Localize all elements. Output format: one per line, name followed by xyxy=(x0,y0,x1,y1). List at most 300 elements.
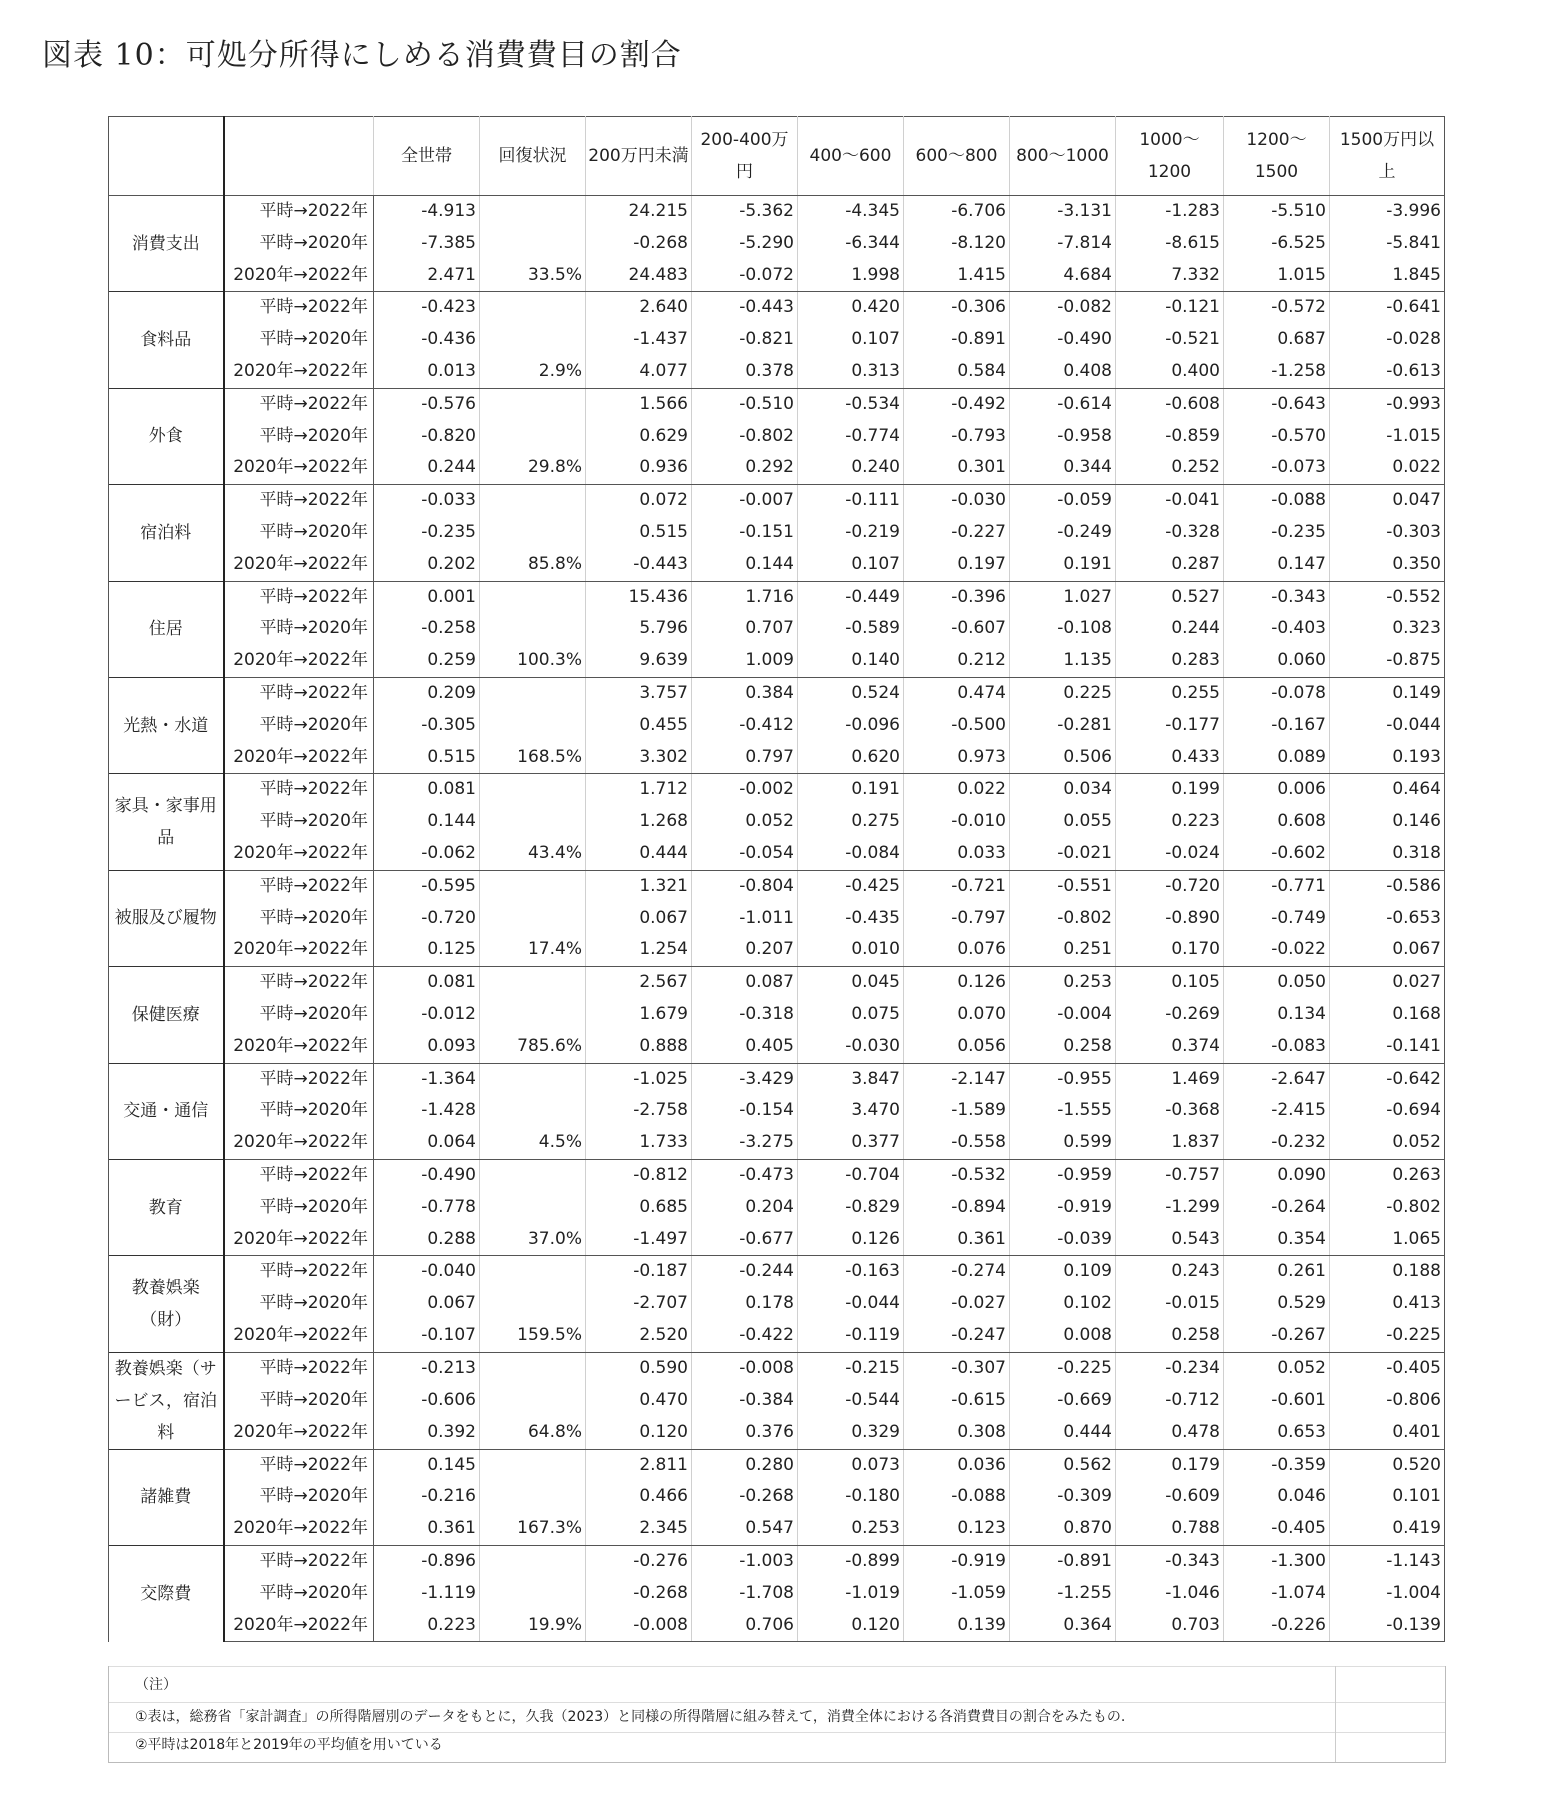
table-row xyxy=(109,1159,1445,1191)
table-row xyxy=(109,742,1445,774)
value-cell: -0.015 xyxy=(1116,1288,1224,1320)
value-cell: -0.219 xyxy=(798,517,904,549)
value-cell: -0.602 xyxy=(1224,838,1330,870)
value-cell xyxy=(480,1192,586,1224)
value-cell: -0.216 xyxy=(374,1481,480,1513)
value-cell: 167.3% xyxy=(480,1513,586,1545)
value-cell: -0.641 xyxy=(1330,292,1445,324)
value-cell xyxy=(480,1159,586,1191)
value-cell: 0.145 xyxy=(374,1449,480,1481)
period-label: 平時→2020年 xyxy=(224,324,374,356)
value-cell: -0.004 xyxy=(1010,999,1116,1031)
value-cell: -0.797 xyxy=(904,903,1010,935)
value-cell: -0.111 xyxy=(798,485,904,517)
value-cell: -1.119 xyxy=(374,1578,480,1610)
value-cell: -0.027 xyxy=(904,1288,1010,1320)
period-label: 2020年→2022年 xyxy=(224,934,374,966)
value-cell xyxy=(480,1063,586,1095)
period-label: 平時→2020年 xyxy=(224,517,374,549)
value-cell: -0.235 xyxy=(374,517,480,549)
value-cell: -0.802 xyxy=(1010,903,1116,935)
value-cell: 0.973 xyxy=(904,742,1010,774)
value-cell: -0.044 xyxy=(798,1288,904,1320)
value-cell xyxy=(480,806,586,838)
value-cell: -1.015 xyxy=(1330,421,1445,453)
value-cell: -7.385 xyxy=(374,228,480,260)
value-cell: -0.141 xyxy=(1330,1031,1445,1063)
value-cell: 1.027 xyxy=(1010,581,1116,613)
value-cell: 64.8% xyxy=(480,1417,586,1450)
value-cell: -0.247 xyxy=(904,1320,1010,1352)
value-cell: -0.041 xyxy=(1116,485,1224,517)
value-cell: 0.010 xyxy=(798,934,904,966)
period-label: 平時→2020年 xyxy=(224,1192,374,1224)
value-cell: -0.757 xyxy=(1116,1159,1224,1191)
period-label: 平時→2020年 xyxy=(224,421,374,453)
value-cell: 0.149 xyxy=(1330,677,1445,709)
value-cell xyxy=(480,1578,586,1610)
period-label: 平時→2022年 xyxy=(224,292,374,324)
table-row xyxy=(109,421,1445,453)
value-cell: 0.146 xyxy=(1330,806,1445,838)
value-cell: 0.620 xyxy=(798,742,904,774)
value-cell: 3.847 xyxy=(798,1063,904,1095)
value-cell: -0.802 xyxy=(692,421,798,453)
value-cell: 0.013 xyxy=(374,356,480,388)
value-cell: -0.492 xyxy=(904,388,1010,420)
period-label: 平時→2022年 xyxy=(224,774,374,806)
value-cell: -1.428 xyxy=(374,1095,480,1127)
value-cell: -0.078 xyxy=(1224,677,1330,709)
value-cell: 0.123 xyxy=(904,1513,1010,1545)
table-row xyxy=(109,645,1445,677)
value-cell: 0.072 xyxy=(586,485,692,517)
category-label: 交際費 xyxy=(109,1546,224,1642)
value-cell xyxy=(480,1546,586,1578)
value-cell: -0.022 xyxy=(1224,934,1330,966)
value-cell: 0.562 xyxy=(1010,1449,1116,1481)
table-row xyxy=(109,1352,1445,1385)
value-cell: 0.258 xyxy=(1116,1320,1224,1352)
value-cell: 0.706 xyxy=(692,1610,798,1642)
value-cell xyxy=(480,228,586,260)
value-cell: -0.249 xyxy=(1010,517,1116,549)
column-header: 1000～1200 xyxy=(1116,117,1224,196)
value-cell xyxy=(480,581,586,613)
category-label: 被服及び履物 xyxy=(109,870,224,966)
value-cell: 85.8% xyxy=(480,549,586,581)
value-cell: -0.712 xyxy=(1116,1385,1224,1417)
value-cell: -1.143 xyxy=(1330,1546,1445,1578)
value-cell xyxy=(480,1352,586,1385)
value-cell: -0.609 xyxy=(1116,1481,1224,1513)
value-cell: -0.040 xyxy=(374,1256,480,1288)
value-cell: -0.028 xyxy=(1330,324,1445,356)
table-row xyxy=(109,452,1445,484)
value-cell: -0.281 xyxy=(1010,710,1116,742)
table-row xyxy=(109,806,1445,838)
period-label: 平時→2020年 xyxy=(224,613,374,645)
table-row xyxy=(109,677,1445,709)
value-cell: -0.343 xyxy=(1116,1546,1224,1578)
value-cell: 29.8% xyxy=(480,452,586,484)
table-row xyxy=(109,1127,1445,1159)
value-cell: -0.544 xyxy=(798,1385,904,1417)
value-cell: 2.567 xyxy=(586,967,692,999)
value-cell: 2.640 xyxy=(586,292,692,324)
value-cell: 2.9% xyxy=(480,356,586,388)
value-cell: -0.227 xyxy=(904,517,1010,549)
value-cell: 0.392 xyxy=(374,1417,480,1450)
value-cell: 1.679 xyxy=(586,999,692,1031)
value-cell: -0.268 xyxy=(586,228,692,260)
value-cell xyxy=(480,967,586,999)
table-row xyxy=(109,581,1445,613)
value-cell: 0.547 xyxy=(692,1513,798,1545)
category-label: 諸雑費 xyxy=(109,1449,224,1545)
value-cell: -0.405 xyxy=(1330,1352,1445,1385)
value-cell: 0.209 xyxy=(374,677,480,709)
value-cell: -0.669 xyxy=(1010,1385,1116,1417)
value-cell: -0.107 xyxy=(374,1320,480,1352)
value-cell: -0.473 xyxy=(692,1159,798,1191)
value-cell: 0.685 xyxy=(586,1192,692,1224)
value-cell: -0.021 xyxy=(1010,838,1116,870)
value-cell: 0.225 xyxy=(1010,677,1116,709)
value-cell: 0.126 xyxy=(904,967,1010,999)
value-cell: -0.955 xyxy=(1010,1063,1116,1095)
value-cell: 0.251 xyxy=(1010,934,1116,966)
value-cell: 0.420 xyxy=(798,292,904,324)
value-cell: -5.362 xyxy=(692,196,798,228)
value-cell: 0.280 xyxy=(692,1449,798,1481)
value-cell: -0.359 xyxy=(1224,1449,1330,1481)
value-cell: -0.425 xyxy=(798,870,904,902)
value-cell: -6.344 xyxy=(798,228,904,260)
value-cell xyxy=(480,1481,586,1513)
value-cell: 0.178 xyxy=(692,1288,798,1320)
value-cell: -0.039 xyxy=(1010,1224,1116,1256)
value-cell: -0.890 xyxy=(1116,903,1224,935)
value-cell: -0.082 xyxy=(1010,292,1116,324)
value-cell: -0.551 xyxy=(1010,870,1116,902)
value-cell: -0.552 xyxy=(1330,581,1445,613)
value-cell: 0.464 xyxy=(1330,774,1445,806)
table-row xyxy=(109,1288,1445,1320)
value-cell: -0.694 xyxy=(1330,1095,1445,1127)
period-label: 平時→2020年 xyxy=(224,1578,374,1610)
value-cell: 1.065 xyxy=(1330,1224,1445,1256)
value-cell: 0.047 xyxy=(1330,485,1445,517)
value-cell: 0.433 xyxy=(1116,742,1224,774)
note-line-2: ②平時は2018年と2019年の平均値を用いている xyxy=(135,1737,443,1753)
value-cell: -0.896 xyxy=(374,1546,480,1578)
value-cell: -2.415 xyxy=(1224,1095,1330,1127)
value-cell: 0.301 xyxy=(904,452,1010,484)
value-cell xyxy=(480,870,586,902)
value-cell: -0.532 xyxy=(904,1159,1010,1191)
value-cell: 0.022 xyxy=(904,774,1010,806)
value-cell: 0.478 xyxy=(1116,1417,1224,1450)
value-cell: -0.264 xyxy=(1224,1192,1330,1224)
value-cell: -0.820 xyxy=(374,421,480,453)
value-cell: 0.144 xyxy=(692,549,798,581)
value-cell: -0.899 xyxy=(798,1546,904,1578)
value-cell: -0.601 xyxy=(1224,1385,1330,1417)
value-cell: -1.059 xyxy=(904,1578,1010,1610)
value-cell xyxy=(480,999,586,1031)
table-row xyxy=(109,517,1445,549)
value-cell: -0.088 xyxy=(904,1481,1010,1513)
value-cell: 0.350 xyxy=(1330,549,1445,581)
value-cell: -0.412 xyxy=(692,710,798,742)
value-cell: -0.024 xyxy=(1116,838,1224,870)
column-header: 800～1000 xyxy=(1010,117,1116,196)
value-cell: -0.318 xyxy=(692,999,798,1031)
value-cell: -0.720 xyxy=(374,903,480,935)
value-cell: -0.309 xyxy=(1010,1481,1116,1513)
value-cell: 0.419 xyxy=(1330,1513,1445,1545)
value-cell: -0.793 xyxy=(904,421,1010,453)
value-cell: -0.030 xyxy=(798,1031,904,1063)
table-row xyxy=(109,196,1445,228)
value-cell: 0.199 xyxy=(1116,774,1224,806)
value-cell: 0.506 xyxy=(1010,742,1116,774)
value-cell: 0.144 xyxy=(374,806,480,838)
value-cell: 0.089 xyxy=(1224,742,1330,774)
value-cell: -0.919 xyxy=(904,1546,1010,1578)
value-cell: 0.405 xyxy=(692,1031,798,1063)
value-cell: -0.586 xyxy=(1330,870,1445,902)
value-cell: 3.757 xyxy=(586,677,692,709)
value-cell: 0.093 xyxy=(374,1031,480,1063)
value-cell: -0.225 xyxy=(1330,1320,1445,1352)
value-cell: -2.758 xyxy=(586,1095,692,1127)
value-cell: -0.403 xyxy=(1224,613,1330,645)
value-cell: 7.332 xyxy=(1116,260,1224,292)
value-cell: 0.287 xyxy=(1116,549,1224,581)
notes-section xyxy=(108,1666,1446,1763)
value-cell: 0.027 xyxy=(1330,967,1445,999)
value-cell: -0.384 xyxy=(692,1385,798,1417)
value-cell: -1.437 xyxy=(586,324,692,356)
value-cell: -0.608 xyxy=(1116,388,1224,420)
value-cell: -0.595 xyxy=(374,870,480,902)
value-cell: 0.444 xyxy=(1010,1417,1116,1450)
value-cell: -0.072 xyxy=(692,260,798,292)
value-cell: -0.558 xyxy=(904,1127,1010,1159)
value-cell: 0.629 xyxy=(586,421,692,453)
value-cell: -0.774 xyxy=(798,421,904,453)
period-label: 平時→2022年 xyxy=(224,1546,374,1578)
value-cell: -2.707 xyxy=(586,1288,692,1320)
period-label: 2020年→2022年 xyxy=(224,1224,374,1256)
value-cell: -1.046 xyxy=(1116,1578,1224,1610)
value-cell: -1.300 xyxy=(1224,1546,1330,1578)
category-label: 教養娯楽（財） xyxy=(109,1256,224,1352)
value-cell: 2.811 xyxy=(586,1449,692,1481)
value-cell: 3.470 xyxy=(798,1095,904,1127)
period-label: 平時→2020年 xyxy=(224,1095,374,1127)
value-cell: -0.187 xyxy=(586,1256,692,1288)
table-row xyxy=(109,774,1445,806)
value-cell: -0.643 xyxy=(1224,388,1330,420)
period-label: 平時→2020年 xyxy=(224,710,374,742)
period-label: 2020年→2022年 xyxy=(224,1031,374,1063)
value-cell: 15.436 xyxy=(586,581,692,613)
value-cell: -0.088 xyxy=(1224,485,1330,517)
table-row xyxy=(109,1513,1445,1545)
value-cell: -0.213 xyxy=(374,1352,480,1385)
value-cell: 0.134 xyxy=(1224,999,1330,1031)
value-cell: 0.524 xyxy=(798,677,904,709)
value-cell: 0.515 xyxy=(374,742,480,774)
value-cell: 0.102 xyxy=(1010,1288,1116,1320)
value-cell: 1.135 xyxy=(1010,645,1116,677)
header-period-blank xyxy=(224,117,374,196)
value-cell: -0.225 xyxy=(1010,1352,1116,1385)
value-cell: -0.572 xyxy=(1224,292,1330,324)
value-cell: 0.707 xyxy=(692,613,798,645)
period-label: 平時→2020年 xyxy=(224,999,374,1031)
value-cell: 9.639 xyxy=(586,645,692,677)
value-cell: -0.303 xyxy=(1330,517,1445,549)
value-cell: 0.364 xyxy=(1010,1610,1116,1642)
value-cell: -1.255 xyxy=(1010,1578,1116,1610)
value-cell: 0.081 xyxy=(374,967,480,999)
value-cell: 0.543 xyxy=(1116,1224,1224,1256)
value-cell: 168.5% xyxy=(480,742,586,774)
value-cell: 0.361 xyxy=(904,1224,1010,1256)
category-label: 交通・通信 xyxy=(109,1063,224,1159)
value-cell: 0.244 xyxy=(1116,613,1224,645)
value-cell: -1.004 xyxy=(1330,1578,1445,1610)
table-row xyxy=(109,1320,1445,1352)
value-cell: -0.177 xyxy=(1116,710,1224,742)
table-row xyxy=(109,549,1445,581)
value-cell xyxy=(480,774,586,806)
value-cell: 1.716 xyxy=(692,581,798,613)
period-label: 平時→2022年 xyxy=(224,196,374,228)
value-cell: -1.011 xyxy=(692,903,798,935)
value-cell xyxy=(480,1256,586,1288)
table-row xyxy=(109,1385,1445,1417)
value-cell xyxy=(480,196,586,228)
value-cell: -0.154 xyxy=(692,1095,798,1127)
value-cell: -0.235 xyxy=(1224,517,1330,549)
value-cell: 0.090 xyxy=(1224,1159,1330,1191)
value-cell: -0.121 xyxy=(1116,292,1224,324)
value-cell: 0.008 xyxy=(1010,1320,1116,1352)
value-cell: -0.119 xyxy=(798,1320,904,1352)
value-cell: 0.055 xyxy=(1010,806,1116,838)
value-cell: 0.073 xyxy=(798,1449,904,1481)
value-cell xyxy=(480,485,586,517)
value-cell: 37.0% xyxy=(480,1224,586,1256)
value-cell: 1.469 xyxy=(1116,1063,1224,1095)
value-cell: 0.936 xyxy=(586,452,692,484)
value-cell: 1.321 xyxy=(586,870,692,902)
value-cell: -0.607 xyxy=(904,613,1010,645)
period-label: 平時→2022年 xyxy=(224,388,374,420)
table-row xyxy=(109,1256,1445,1288)
period-label: 2020年→2022年 xyxy=(224,1417,374,1450)
table-row xyxy=(109,292,1445,324)
period-label: 2020年→2022年 xyxy=(224,260,374,292)
value-cell: 0.870 xyxy=(1010,1513,1116,1545)
value-cell: -0.307 xyxy=(904,1352,1010,1385)
value-cell: -0.614 xyxy=(1010,388,1116,420)
header-category-blank xyxy=(109,117,224,196)
value-cell: -0.167 xyxy=(1224,710,1330,742)
value-cell: 4.077 xyxy=(586,356,692,388)
value-cell: 0.888 xyxy=(586,1031,692,1063)
value-cell: 0.470 xyxy=(586,1385,692,1417)
value-cell: 0.687 xyxy=(1224,324,1330,356)
value-cell: -3.131 xyxy=(1010,196,1116,228)
value-cell: 0.076 xyxy=(904,934,1010,966)
value-cell: 0.255 xyxy=(1116,677,1224,709)
value-cell: -0.778 xyxy=(374,1192,480,1224)
value-cell: 0.244 xyxy=(374,452,480,484)
value-cell: -3.275 xyxy=(692,1127,798,1159)
value-cell: 0.056 xyxy=(904,1031,1010,1063)
value-cell: -0.677 xyxy=(692,1224,798,1256)
value-cell: -0.802 xyxy=(1330,1192,1445,1224)
value-cell xyxy=(480,1385,586,1417)
value-cell xyxy=(480,421,586,453)
value-cell: 0.022 xyxy=(1330,452,1445,484)
value-cell: -0.044 xyxy=(1330,710,1445,742)
value-cell: 0.006 xyxy=(1224,774,1330,806)
value-cell: 0.107 xyxy=(798,549,904,581)
value-cell: 1.254 xyxy=(586,934,692,966)
value-cell: -0.435 xyxy=(798,903,904,935)
value-cell: 0.207 xyxy=(692,934,798,966)
value-cell: 0.240 xyxy=(798,452,904,484)
value-cell: 4.684 xyxy=(1010,260,1116,292)
value-cell: -0.368 xyxy=(1116,1095,1224,1127)
value-cell: 0.001 xyxy=(374,581,480,613)
value-cell: -0.510 xyxy=(692,388,798,420)
value-cell: -0.215 xyxy=(798,1352,904,1385)
value-cell: -6.706 xyxy=(904,196,1010,228)
value-cell: 0.608 xyxy=(1224,806,1330,838)
value-cell: 1.998 xyxy=(798,260,904,292)
value-cell: -0.606 xyxy=(374,1385,480,1417)
value-cell: -0.163 xyxy=(798,1256,904,1288)
value-cell: -0.812 xyxy=(586,1159,692,1191)
value-cell: 1.733 xyxy=(586,1127,692,1159)
value-cell: 0.258 xyxy=(1010,1031,1116,1063)
value-cell: 0.045 xyxy=(798,967,904,999)
value-cell: -3.996 xyxy=(1330,196,1445,228)
value-cell: -0.490 xyxy=(374,1159,480,1191)
value-cell: -0.615 xyxy=(904,1385,1010,1417)
value-cell: 0.527 xyxy=(1116,581,1224,613)
value-cell: -0.139 xyxy=(1330,1610,1445,1642)
value-cell: 0.788 xyxy=(1116,1513,1224,1545)
value-cell: -0.268 xyxy=(692,1481,798,1513)
period-label: 2020年→2022年 xyxy=(224,1610,374,1642)
category-label: 宿泊料 xyxy=(109,485,224,581)
period-label: 平時→2020年 xyxy=(224,903,374,935)
value-cell: 4.5% xyxy=(480,1127,586,1159)
period-label: 平時→2022年 xyxy=(224,677,374,709)
value-cell: 0.466 xyxy=(586,1481,692,1513)
value-cell: 0.067 xyxy=(374,1288,480,1320)
table-row xyxy=(109,1417,1445,1450)
